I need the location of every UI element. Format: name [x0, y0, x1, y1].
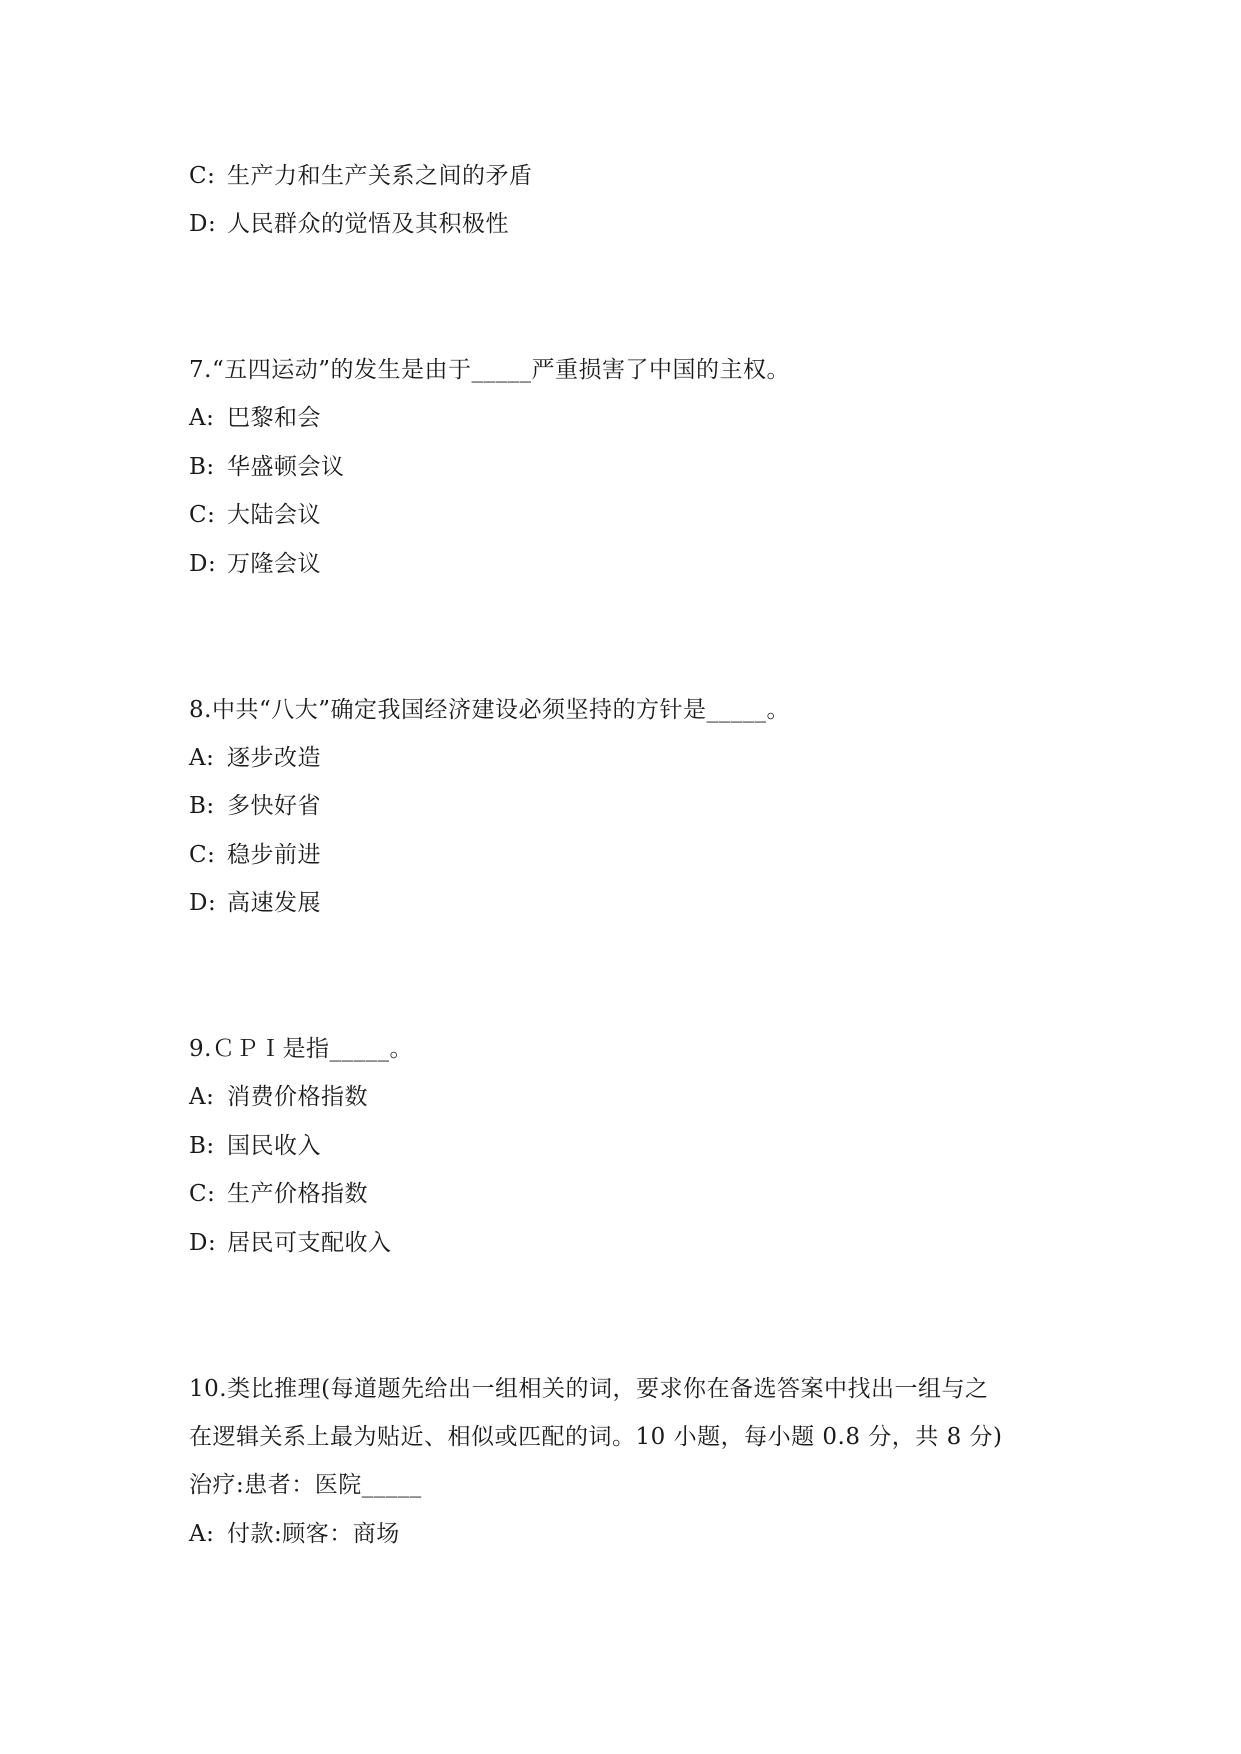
q8-option-d: D: 高速发展 [189, 890, 321, 916]
question-9: 9.ＣＰＩ是指_____。 [189, 1036, 413, 1062]
q7-option-d: D: 万隆会议 [189, 551, 321, 577]
q7-option-b: B: 华盛顿会议 [189, 454, 345, 480]
question-10-line-2: 在逻辑关系上最为贴近、相似或匹配的词。10 小题，每小题 0.8 分，共 8 分) [189, 1424, 1003, 1450]
q9-option-c: C: 生产价格指数 [189, 1181, 368, 1207]
q9-option-a: A: 消费价格指数 [189, 1084, 368, 1110]
q8-option-b: B: 多快好省 [189, 793, 321, 819]
q8-option-c: C: 稳步前进 [189, 842, 321, 868]
q10-option-a: A: 付款:顾客：商场 [189, 1521, 400, 1547]
option-d-prev: D: 人民群众的觉悟及其积极性 [189, 211, 509, 237]
question-7: 7.“五四运动”的发生是由于_____严重损害了中国的主权。 [189, 357, 790, 383]
q7-option-c: C: 大陆会议 [189, 502, 321, 528]
question-10-line-1: 10.类比推理(每道题先给出一组相关的词，要求你在备选答案中找出一组与之 [189, 1376, 989, 1402]
option-c-prev: C: 生产力和生产关系之间的矛盾 [189, 163, 533, 189]
question-10-line-3: 治疗:患者：医院_____ [189, 1472, 422, 1498]
q7-option-a: A: 巴黎和会 [189, 405, 321, 431]
q9-option-b: B: 国民收入 [189, 1133, 321, 1159]
q9-option-d: D: 居民可支配收入 [189, 1230, 392, 1256]
question-8: 8.中共“八大”确定我国经济建设必须坚持的方针是_____。 [189, 697, 790, 723]
q8-option-a: A: 逐步改造 [189, 745, 321, 771]
